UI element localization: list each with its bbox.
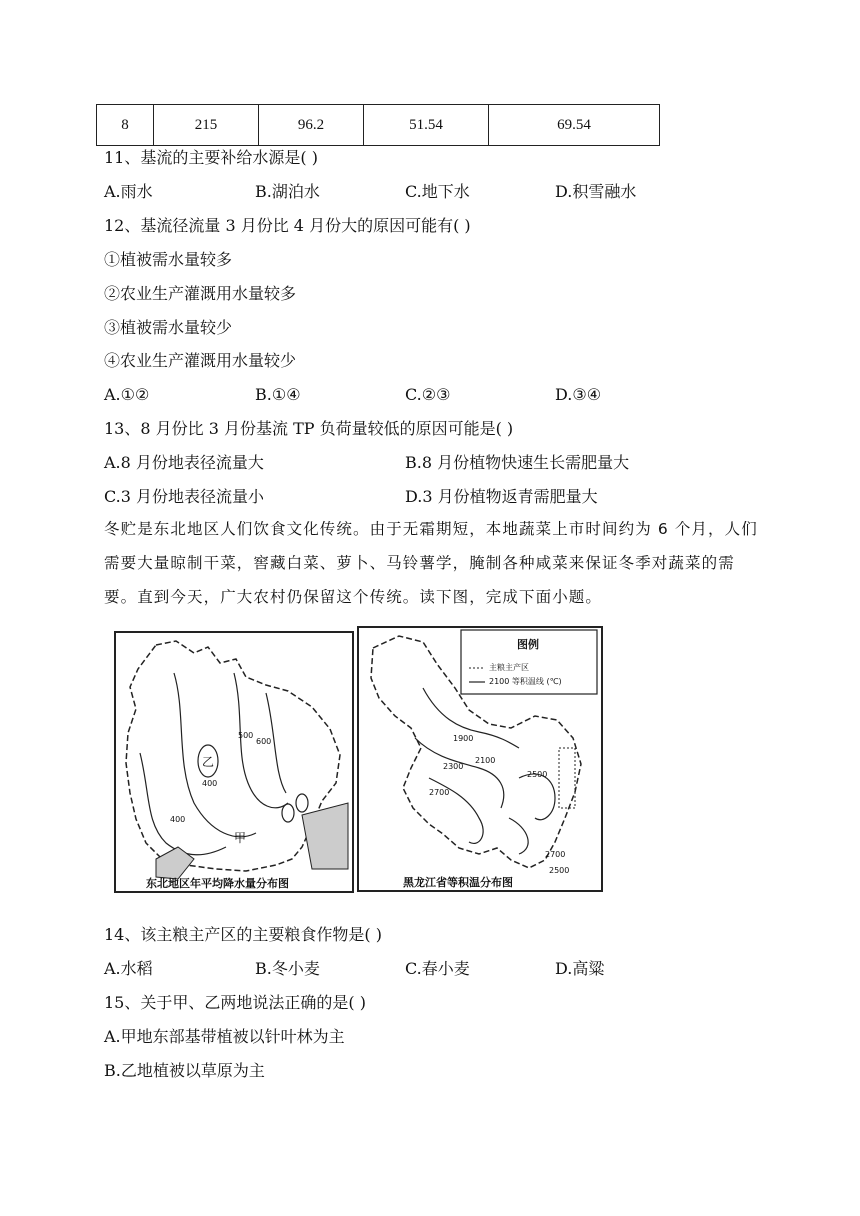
q11-stem: 11、基流的主要补给水源是( ) bbox=[104, 148, 318, 167]
q12-item-2: ②农业生产灌溉用水量较多 bbox=[104, 284, 297, 303]
q12-item-1: ①植被需水量较多 bbox=[104, 250, 233, 269]
label-yi: 乙 bbox=[202, 755, 215, 769]
q14-option-c[interactable]: C.春小麦 bbox=[405, 959, 470, 978]
legend-item-main-area: 主粮主产区 bbox=[489, 663, 529, 672]
q15-option-a[interactable]: A.甲地东部基带植被以针叶林为主 bbox=[104, 1027, 345, 1046]
contour-label: 2500 bbox=[527, 770, 548, 779]
table-cell: 215 bbox=[154, 105, 259, 146]
data-table bbox=[96, 104, 660, 146]
contour-label: 600 bbox=[256, 737, 272, 746]
q12-option-c[interactable]: C.②③ bbox=[405, 385, 451, 404]
q14-option-b[interactable]: B.冬小麦 bbox=[255, 959, 320, 978]
q11-option-b[interactable]: B.湖泊水 bbox=[255, 182, 320, 201]
q14-option-a[interactable]: A.水稻 bbox=[104, 959, 153, 978]
q13-option-d[interactable]: D.3 月份植物返青需肥量大 bbox=[405, 487, 598, 506]
contour-label: 500 bbox=[238, 731, 254, 740]
q12-stem: 12、基流径流量 3 月份比 4 月份大的原因可能有( ) bbox=[104, 216, 471, 235]
legend-item-isoline: 2100 等积温线 (℃) bbox=[489, 677, 562, 686]
q13-option-a[interactable]: A.8 月份地表径流量大 bbox=[104, 453, 264, 472]
legend-title: 图例 bbox=[517, 638, 539, 651]
q15-option-b[interactable]: B.乙地植被以草原为主 bbox=[104, 1061, 265, 1080]
q12-option-b[interactable]: B.①④ bbox=[255, 385, 301, 404]
contour-label: 2500 bbox=[549, 866, 570, 875]
q13-option-b[interactable]: B.8 月份植物快速生长需肥量大 bbox=[405, 453, 630, 472]
contour-label: 1900 bbox=[453, 734, 474, 743]
q11-option-c[interactable]: C.地下水 bbox=[405, 182, 470, 201]
table-cell: 69.54 bbox=[489, 105, 660, 146]
precipitation-map-caption: 东北地区年平均降水量分布图 bbox=[146, 877, 289, 890]
label-jia: 甲 bbox=[234, 831, 247, 845]
q12-item-4: ④农业生产灌溉用水量较少 bbox=[104, 351, 297, 370]
heat-accumulation-map-caption: 黑龙江省等积温分布图 bbox=[403, 876, 513, 889]
q11-option-a[interactable]: A.雨水 bbox=[104, 182, 153, 201]
table-cell: 51.54 bbox=[364, 105, 489, 146]
q14-option-d[interactable]: D.高粱 bbox=[555, 959, 605, 978]
contour-label: 400 bbox=[170, 815, 186, 824]
contour-label: 2700 bbox=[545, 850, 566, 859]
table-cell: 96.2 bbox=[259, 105, 364, 146]
q12-option-d[interactable]: D.③④ bbox=[555, 385, 602, 404]
q15-stem: 15、关于甲、乙两地说法正确的是( ) bbox=[104, 993, 366, 1012]
q11-option-d[interactable]: D.积雪融水 bbox=[555, 182, 637, 201]
precipitation-map bbox=[114, 631, 354, 893]
q12-item-3: ③植被需水量较少 bbox=[104, 318, 233, 337]
q12-option-a[interactable]: A.①② bbox=[104, 385, 150, 404]
q14-stem: 14、该主粮主产区的主要粮食作物是( ) bbox=[104, 925, 382, 944]
q13-stem: 13、8 月份比 3 月份基流 TP 负荷量较低的原因可能是( ) bbox=[104, 419, 514, 438]
table-cell: 8 bbox=[97, 105, 154, 146]
heat-accumulation-map bbox=[357, 626, 603, 892]
contour-label: 2700 bbox=[429, 788, 450, 797]
contour-label: 2100 bbox=[475, 756, 496, 765]
table-row bbox=[97, 105, 660, 146]
reading-passage: 冬贮是东北地区人们饮食文化传统。由于无霜期短，本地蔬菜上市时间约为 6 个月，人们需要大量晾制干菜，窖藏白菜、萝卜、马铃薯学，腌制各种咸菜来保证冬季对蔬菜的需要。直到今天，广大农村仍保留这个传统。读下图，完成下面小题。 bbox=[104, 520, 758, 606]
contour-label: 2300 bbox=[443, 762, 464, 771]
q13-option-c[interactable]: C.3 月份地表径流量小 bbox=[104, 487, 265, 506]
contour-label: 400 bbox=[202, 779, 218, 788]
precipitation-map-graphic bbox=[116, 633, 352, 891]
